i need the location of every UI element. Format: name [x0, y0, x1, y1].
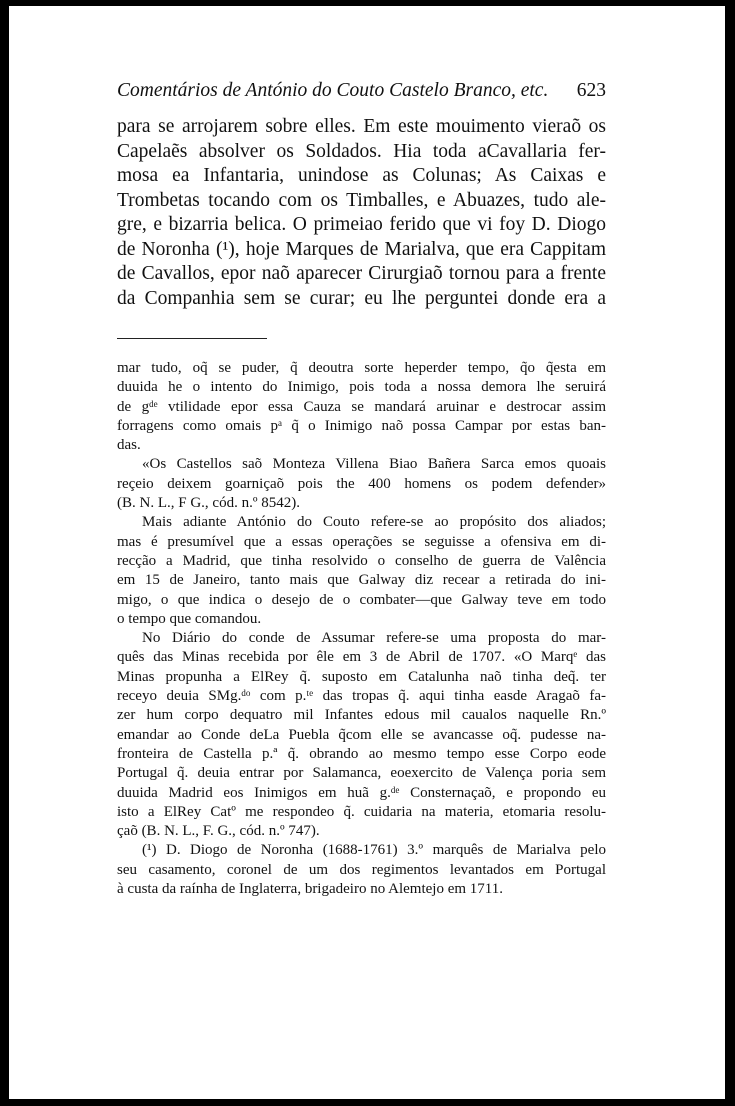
footnote-line: quês das Minas recebida por êle em 3 de Abril de 1707. «O Marqᵉ das [117, 649, 606, 666]
footnote-paragraph [117, 629, 606, 841]
footnote-line: «Os Castellos saõ Monteza Villena Biao Bañera Sarca emos quoais [142, 456, 606, 473]
footnote-paragraph [117, 359, 606, 455]
footnote-line: No Diário do conde de Assumar refere-se uma proposta do mar- [142, 630, 606, 647]
footnote-paragraph [117, 513, 606, 629]
text-line: gre, e bizarria belica. O primeiao ferido que vi foy D. Diogo [117, 214, 606, 235]
footnote-line: zer hum corpo dequatro mil Infantes edous mil caualos naquelle Rn.º [117, 707, 606, 724]
footnote-line: à custa da raínha de Inglaterra, brigadeiro no Alemtejo em 1711. [117, 881, 503, 898]
footnote-line: emandar ao Conde deLa Puebla q̃com elle se avancasse oq̃. pudesse na- [117, 726, 606, 743]
running-title: Comentários de António do Couto Castelo Branco, etc. [117, 80, 549, 101]
footnote-line: recção a Madrid, que tinha resolvido o conselho de guerra de Valência [117, 552, 606, 569]
footnote-line: reçeio deixem goarniçaõ pois the 400 homens os podem defender» [117, 475, 606, 492]
footnote-line: seu casamento, coronel de um dos regimentos levantados em Portugal [117, 861, 606, 878]
footnote-separator [117, 338, 267, 339]
footnote-line: duuida Madrid eos Inimigos em huã g.ᵈᵉ Consternaçaõ, e propondo eu [117, 784, 606, 801]
page-number: 623 [576, 80, 606, 101]
footnotes [117, 359, 606, 899]
text-line: Trombetas tocando com os Timballes, e Abuazes, tudo ale- [117, 189, 606, 211]
footnote-line: fronteira de Castella p.ª q̃. obrando ao mesmo tempo esse Corpo eode [117, 745, 606, 762]
text-line: de Noronha (¹), hoje Marques de Marialva, que era Cappitam [117, 238, 606, 260]
footnote-line: em 15 de Janeiro, tanto mais que Galway diz recear a retirada do ini- [117, 572, 606, 589]
text-line: Capelaẽs absolver os Soldados. Hia toda aCavallaria fer- [117, 140, 606, 162]
footnote-line: duuida he o intento do Inimigo, pois toda a nossa demora lhe seruirá [117, 379, 606, 396]
footnote-line: Minas propunha a ElRey q̃. suposto em Catalunha naõ tinha deq̃. ter [117, 668, 606, 685]
text-line: da Companhia sem se curar; eu lhe perguntei donde era a [117, 287, 606, 309]
footnote-line: mas é presumível que a essas operações se seguisse a ofensiva em di- [117, 533, 606, 550]
footnote-line: o tempo que comandou. [117, 610, 262, 627]
footnote-paragraph [117, 841, 606, 899]
footnote-line: receyo deuia SMg.ᵈᵒ com p.ᵗᵉ das tropas q̃. aqui tinha easde Aragaõ fa- [117, 688, 606, 705]
footnote-line: Mais adiante António do Couto refere-se ao propósito dos aliados; [142, 514, 606, 531]
footnote-line: forragens como omais pᵃ q̃ o Inimigo naõ possa Campar por estas ban- [117, 417, 606, 434]
main-text [117, 115, 606, 311]
footnote-line: isto a ElRey Catº me respondeo q̃. cuidaria na materia, etomaria resolu- [117, 803, 606, 820]
footnote-line: de gᵈᵉ vtilidade epor essa Cauza se mandará aruinar e destrocar assim [117, 398, 606, 415]
footnote-line: Portugal q̃. deuia entrar por Salamanca, eoexercito de Valença poria sem [117, 765, 606, 782]
text-line: mosa ea Infantaria, unindose as Colunas; As Caixas e [117, 165, 606, 186]
footnote-line: çaõ (B. N. L., F. G., cód. n.º 747). [117, 823, 320, 840]
footnote-line: (B. N. L., F G., cód. n.º 8542). [117, 495, 300, 512]
footnote-paragraph [117, 455, 606, 513]
footnote-line: mar tudo, oq̃ se puder, q̃ deoutra sorte heperder tempo, q̃o q̃esta em [117, 360, 606, 376]
running-header [117, 76, 606, 106]
book-page [9, 6, 725, 1099]
text-line: para se arrojarem sobre elles. Em este mouimento vieraõ os [117, 116, 606, 137]
text-line: de Cavallos, epor naõ aparecer Cirurgiaõ tornou para a frente [117, 263, 606, 284]
footnote-line: das. [117, 437, 141, 454]
footnote-line: (¹) D. Diogo de Noronha (1688-1761) 3.º marquês de Marialva pelo [142, 842, 606, 859]
footnote-line: migo, o que indica o desejo de o combater—que Galway teve em todo [117, 591, 606, 608]
